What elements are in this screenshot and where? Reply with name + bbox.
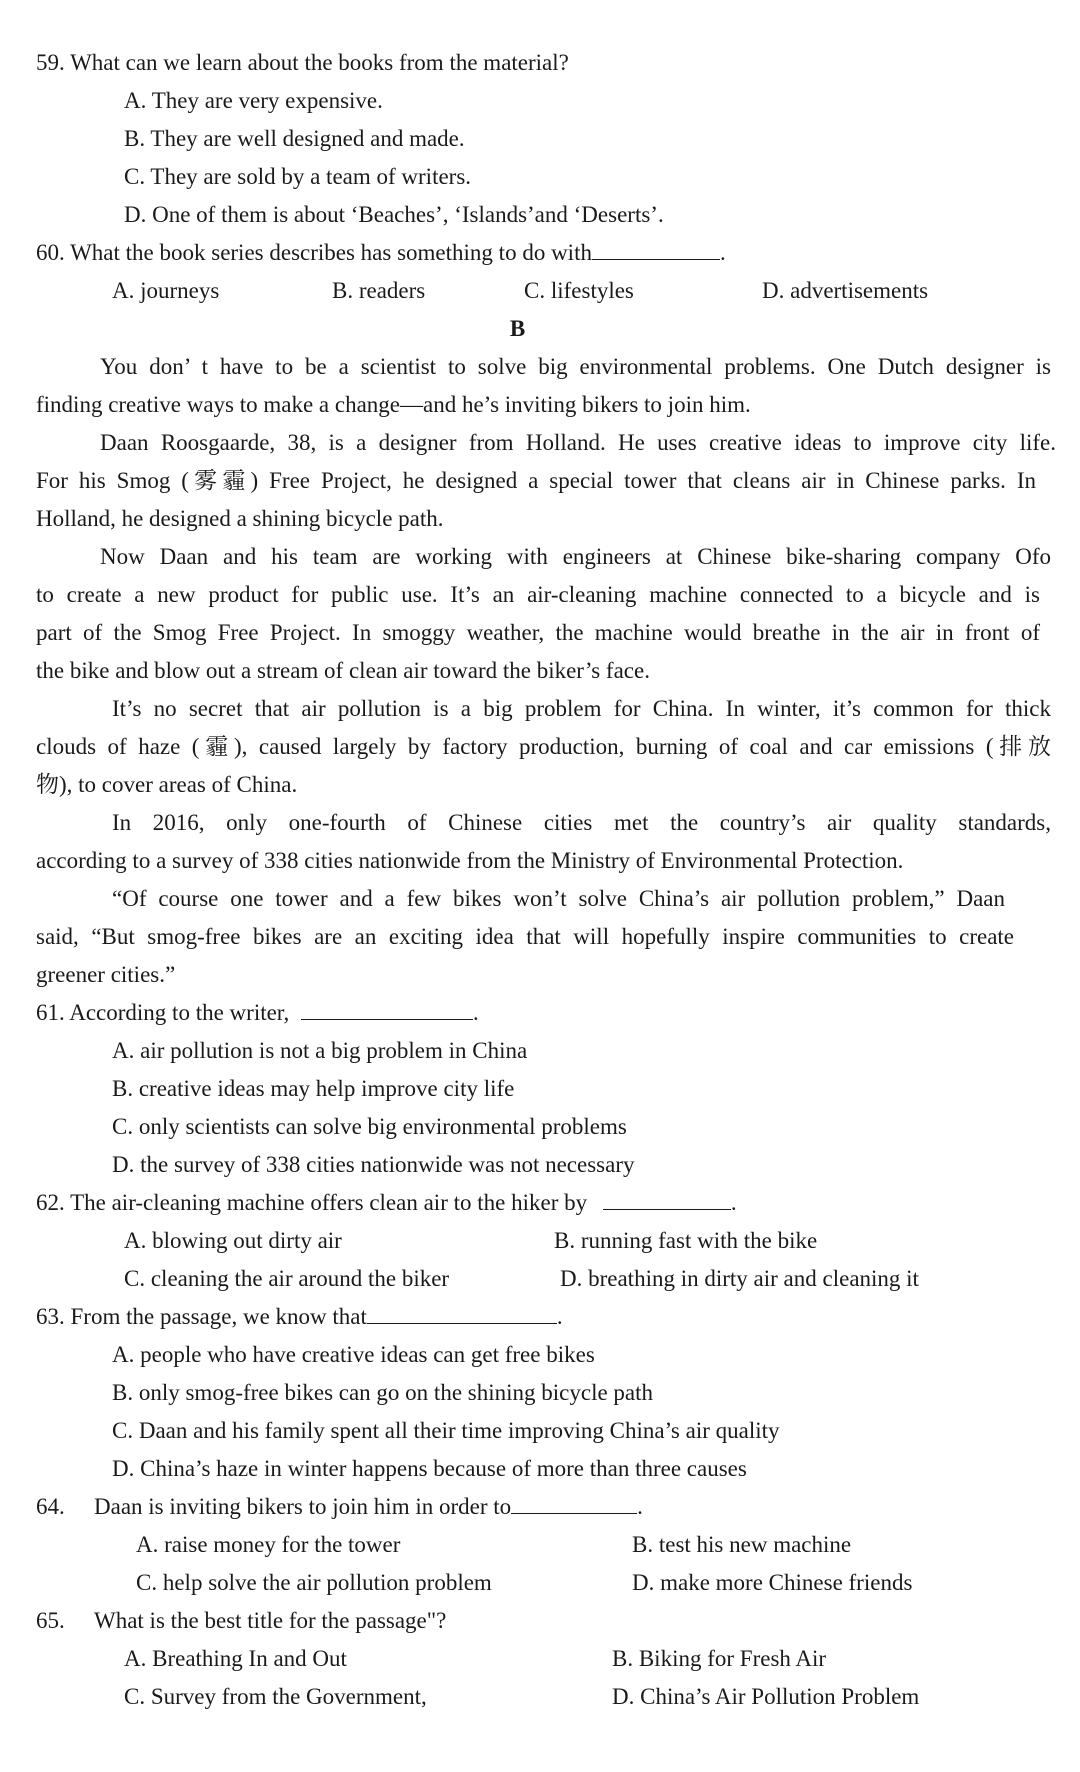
q60-option-a: A. journeys: [112, 278, 220, 303]
passage-line-17: greener cities.”: [36, 962, 176, 987]
passage-line-7: to create a new product for public use. It’s an air-cleaning machine connected to a bicycle and is: [36, 582, 1040, 607]
question-62-stem: 62. The air-cleaning machine offers clean air to the hiker by: [36, 1190, 588, 1215]
passage-line-6: Now Daan and his team are working with engineers at Chinese bike-sharing company Ofo: [100, 544, 1051, 569]
q59-option-c: C. They are sold by a team of writers.: [124, 164, 472, 189]
q62-option-d: D. breathing in dirty air and cleaning it: [560, 1266, 919, 1291]
question-65-number: 65.: [36, 1608, 65, 1633]
q59-option-a: A. They are very expensive.: [124, 88, 383, 113]
q61-option-a: A. air pollution is not a big problem in China: [112, 1038, 528, 1063]
question-63: [36, 1302, 563, 1332]
q63-option-a: A. people who have creative ideas can get free bikes: [112, 1342, 595, 1367]
question-64-stem: Daan is inviting bikers to join him in order to: [94, 1494, 512, 1519]
period: .: [556, 1304, 563, 1329]
question-65-stem: What is the best title for the passage"?: [94, 1608, 447, 1633]
passage-line-16: said, “But smog-free bikes are an exciting idea that will hopefully inspire communities to create: [36, 924, 1014, 949]
q65-option-b: B. Biking for Fresh Air: [612, 1646, 827, 1671]
period: .: [719, 240, 726, 265]
answer-blank: [603, 1189, 731, 1210]
q64-option-d: D. make more Chinese friends: [632, 1570, 913, 1595]
question-60: [36, 238, 726, 268]
q64-option-a: A. raise money for the tower: [136, 1532, 401, 1557]
q59-option-d: D. One of them is about ‘Beaches’, ‘Islands’and ‘Deserts’.: [124, 202, 664, 227]
passage-line-1: You don’ t have to be a scientist to solve big environmental problems. One Dutch designer is: [100, 354, 1051, 379]
passage-line-15: “Of course one tower and a few bikes won’t solve China’s air pollution problem,” Daan: [112, 886, 1005, 911]
passage-line-14: according to a survey of 338 cities nationwide from the Ministry of Environmental Protection.: [36, 848, 904, 873]
answer-blank: [367, 1303, 557, 1324]
q59-option-b: B. They are well designed and made.: [124, 126, 465, 151]
q62-option-c: C. cleaning the air around the biker: [124, 1266, 450, 1291]
passage-line-4: For his Smog (雾霾) Free Project, he designed a special tower that cleans air in Chinese parks. In: [36, 468, 1036, 493]
passage-line-10: It’s no secret that air pollution is a big problem for China. In winter, it’s common for thick: [112, 696, 1051, 721]
period: .: [637, 1494, 643, 1519]
q62-option-b: B. running fast with the bike: [554, 1228, 818, 1253]
question-62: [36, 1188, 737, 1218]
q64-option-c: C. help solve the air pollution problem: [136, 1570, 492, 1595]
q65-option-c: C. Survey from the Government,: [124, 1684, 427, 1709]
passage-line-13: In 2016, only one-fourth of Chinese cities met the country’s air quality standards,: [112, 810, 1051, 835]
passage-line-5: Holland, he designed a shining bicycle path.: [36, 506, 444, 531]
q61-option-c: C. only scientists can solve big environmental problems: [112, 1114, 627, 1139]
passage-line-12: 物), to cover areas of China.: [36, 772, 298, 797]
passage-line-9: the bike and blow out a stream of clean air toward the biker’s face.: [36, 658, 650, 683]
question-63-stem: 63. From the passage, we know that: [36, 1304, 367, 1329]
q63-option-b: B. only smog-free bikes can go on the shining bicycle path: [112, 1380, 654, 1405]
q62-option-a: A. blowing out dirty air: [124, 1228, 342, 1253]
q60-option-b: B. readers: [332, 278, 426, 303]
answer-blank: [511, 1493, 637, 1514]
answer-blank: [592, 239, 720, 260]
q63-option-c: C. Daan and his family spent all their time improving China’s air quality: [112, 1418, 780, 1443]
q64-option-b: B. test his new machine: [632, 1532, 852, 1557]
q65-option-d: D. China’s Air Pollution Problem: [612, 1684, 920, 1709]
q65-option-a: A. Breathing In and Out: [124, 1646, 347, 1671]
period: .: [730, 1190, 737, 1215]
passage-line-8: part of the Smog Free Project. In smoggy weather, the machine would breathe in the air in front of: [36, 620, 1040, 645]
q61-option-b: B. creative ideas may help improve city life: [112, 1076, 515, 1101]
q60-option-d: D. advertisements: [762, 278, 929, 303]
section-title: B: [509, 316, 526, 341]
question-60-stem: 60. What the book series describes has something to do with: [36, 240, 592, 265]
answer-blank: [301, 999, 473, 1020]
question-61-stem: 61. According to the writer,: [36, 1000, 290, 1025]
question-59-stem: 59. What can we learn about the books from the material?: [36, 50, 569, 75]
q63-option-d: D. China’s haze in winter happens because of more than three causes: [112, 1456, 747, 1481]
period: .: [473, 1000, 479, 1025]
question-64: [94, 1492, 643, 1522]
q61-option-d: D. the survey of 338 cities nationwide was not necessary: [112, 1152, 635, 1177]
passage-line-3: Daan Roosgaarde, 38, is a designer from Holland. He uses creative ideas to improve city life.: [100, 430, 1056, 455]
question-61: [36, 998, 479, 1028]
passage-line-2: finding creative ways to make a change—and he’s inviting bikers to join him.: [36, 392, 751, 417]
q60-option-c: C. lifestyles: [524, 278, 634, 303]
question-64-number: 64.: [36, 1494, 65, 1519]
passage-line-11: clouds of haze (霾), caused largely by factory production, burning of coal and car emissions (排放: [36, 734, 1051, 759]
